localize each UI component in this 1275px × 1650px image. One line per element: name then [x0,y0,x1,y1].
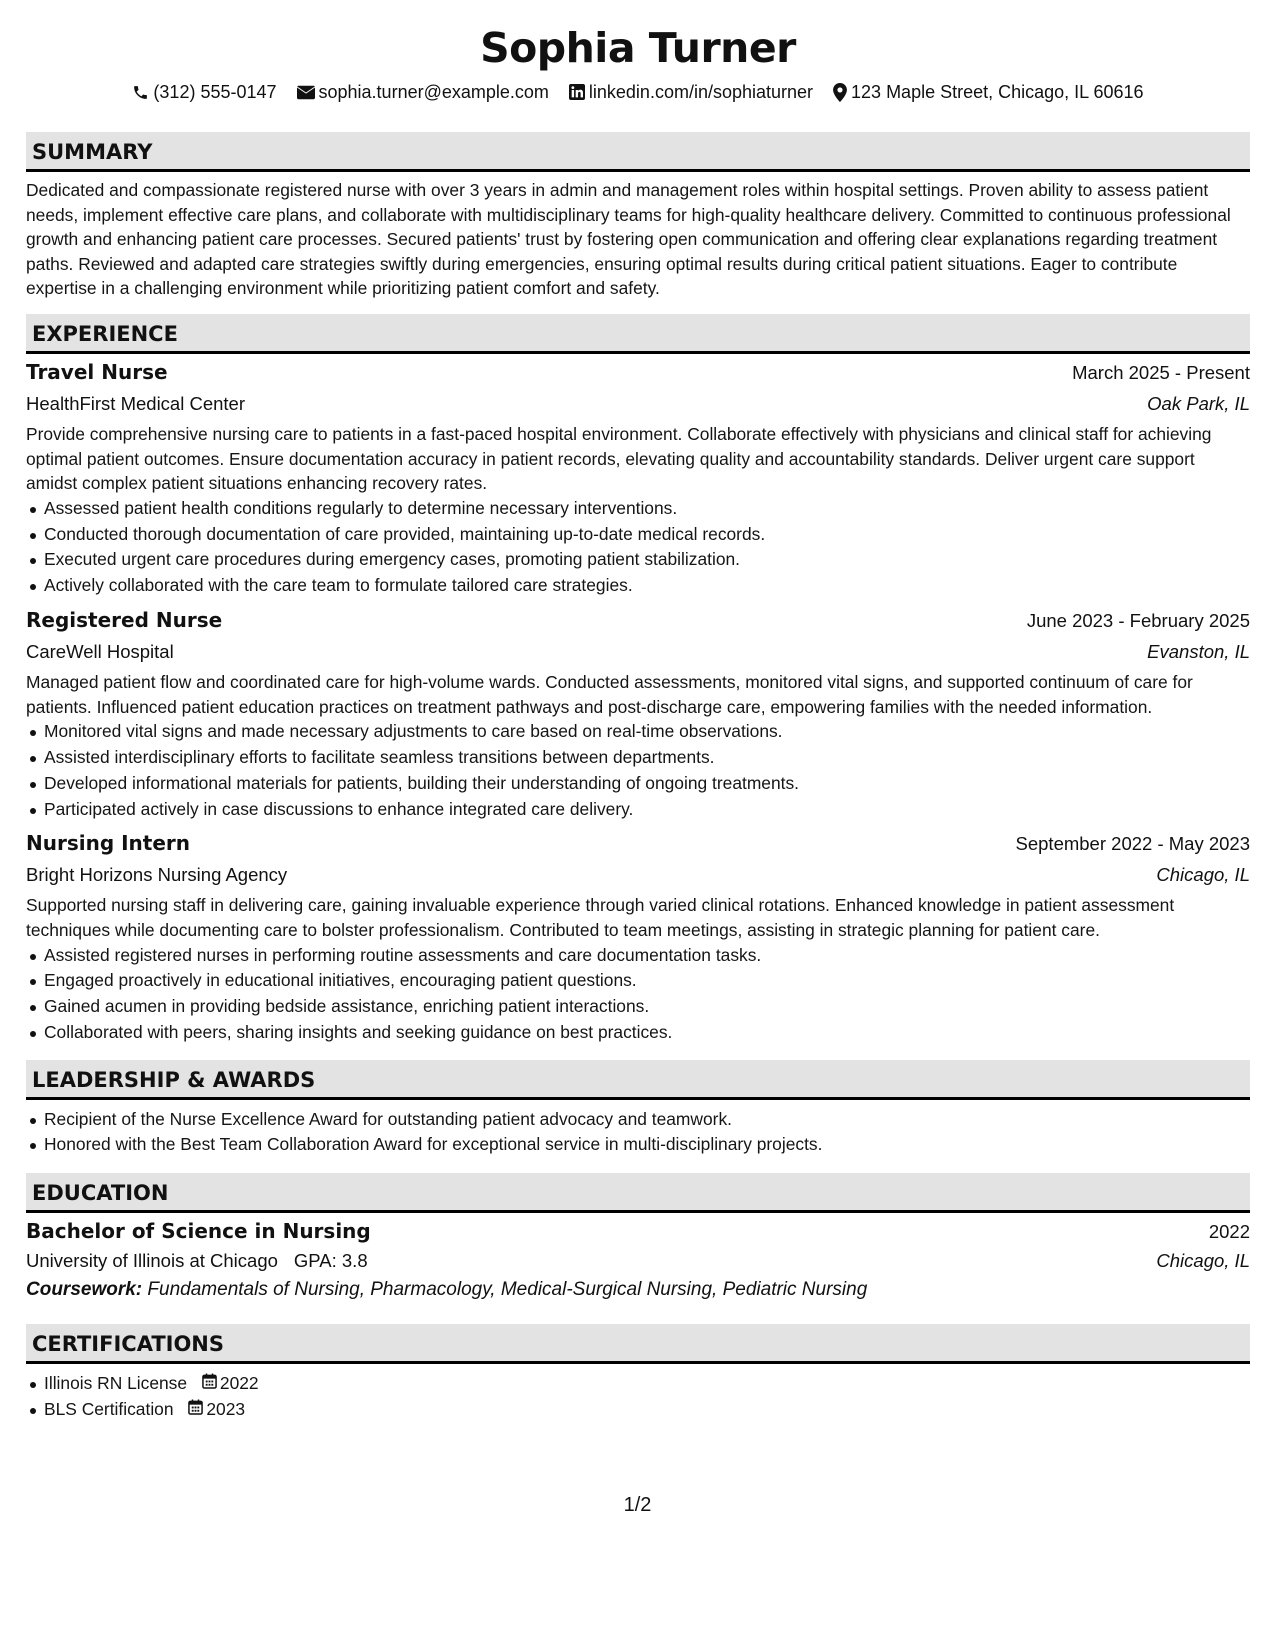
linkedin-icon [569,84,585,100]
job-location: Evanston, IL [1147,640,1250,662]
list-item: Monitored vital signs and made necessary adjustments to care based on real-time observations. [44,719,1250,745]
list-item: Assisted interdisciplinary efforts to facilitate seamless transitions between departments. [44,745,1250,771]
gpa: GPA: 3.8 [293,1250,368,1272]
coursework-label: Coursework: [26,1279,143,1301]
job-entry [26,357,1250,599]
certifications-heading: CERTIFICATIONS [26,1324,1250,1364]
summary-text: Dedicated and compassionate registered nurse with over 3 years in admin and management roles within hospital settings. Proven ability to assess patient needs, implement effective care plans, and collaborate with multidisciplinary teams for high-quality healthcare delivery. Committed to continuous professional growth and enhancing patient care processes. Secured patients' trust by fostering open communication and offering clear explanations regarding treatment paths. Reviewed and adapted care strategies swiftly during emergencies, ensuring optimal results during critical patient situations. Eager to contribute expertise in a challenging environment while prioritizing patient comfort and safety. [26,180,1231,299]
cert-name: Illinois RN License [44,1373,188,1394]
list-item: Actively collaborated with the care team to formulate tailored care strategies. [44,573,1250,599]
job-location: Chicago, IL [1156,864,1250,886]
education-header [26,1217,1250,1246]
school-location: Chicago, IL [1156,1250,1250,1272]
job-description: Managed patient flow and coordinated care for high-volume wards. Conducted assessments, monitored vital signs, and supported continuum of care for patients. Influenced patient education practices on treatment pathways and post-discharge care, empowering families with the needed information. [26,671,1193,717]
job-dates: March 2025 - Present [1072,361,1250,383]
job-bullets [26,943,1250,1046]
job-location: Oak Park, IL [1147,392,1250,414]
job-description: Supported nursing staff in delivering care, gaining invaluable experience through varied clinical rotations. Enhanced knowledge in patient assessment techniques while documenting care to bolster professionalism. Contributed to team meetings, assisting in strategic planning for patient care. [26,895,1175,940]
job-entry [26,605,1250,822]
linkedin-link[interactable]: linkedin.com/in/sophiaturner [588,82,814,102]
list-item: Honored with the Best Team Collaboration Award for exceptional service in multi-disciplinary projects. [44,1132,1250,1158]
list-item: Developed informational materials for patients, building their understanding of ongoing treatments. [44,771,1250,797]
job-bullets [26,719,1250,822]
graduation-year: 2022 [1208,1221,1250,1243]
job-title: Registered Nurse [26,607,223,632]
list-item: Participated actively in case discussions to enhance integrated care delivery. [44,797,1250,823]
phone-icon [132,84,149,101]
cert-year: 2022 [219,1373,259,1394]
education-heading: EDUCATION [26,1173,1250,1213]
school-info [26,1246,368,1275]
awards-heading: LEADERSHIP & AWARDS [26,1060,1250,1100]
job-dates: September 2022 - May 2023 [1015,833,1250,855]
contact-linkedin[interactable] [569,80,813,104]
job-title: Nursing Intern [26,831,191,856]
list-item: Assisted registered nurses in performing routine assessments and care documentation tasks. [44,943,1250,969]
job-subheader [26,859,1250,890]
job-company: HealthFirst Medical Center [26,392,245,414]
list-item: Engaged proactively in educational initiatives, encouraging patient questions. [44,968,1250,994]
cert-name: BLS Certification [44,1399,174,1420]
contact-email[interactable] [297,80,549,104]
experience-heading: EXPERIENCE [26,314,1250,354]
awards-list [26,1107,1250,1159]
list-item: Conducted thorough documentation of care provided, maintaining up-to-date medical records. [44,522,1250,548]
job-description: Provide comprehensive nursing care to patients in a fast-paced hospital environment. Collaborate effectively with physicians and clinical staff for achieving optimal patient outcomes. Ensure documentation accuracy in patient records, elevating quality and accountability standards. Deliver urgent care support amidst complex patient situations enhancing recovery rates. [26,423,1212,494]
job-bullets [26,496,1250,599]
job-header [26,357,1250,388]
page-number: 1/2 [623,1494,652,1516]
list-item [44,1397,1250,1423]
email-link[interactable]: sophia.turner@example.com [318,82,549,102]
school-name: University of Illinois at Chicago [26,1250,278,1272]
list-item: Collaborated with peers, sharing insights and seeking guidance on best practices. [44,1020,1250,1046]
contact-bar [26,80,1250,104]
cert-year: 2023 [206,1399,246,1420]
list-item: Executed urgent care procedures during emergency cases, promoting patient stabilization. [44,547,1250,573]
calendar-icon [188,1397,203,1423]
job-company: Bright Horizons Nursing Agency [26,864,288,886]
job-header [26,605,1250,636]
map-pin-icon [833,83,847,102]
contact-address [833,80,1144,104]
education-subheader [26,1246,1250,1275]
candidate-name: Sophia Turner [480,24,796,72]
address-text: 123 Maple Street, Chicago, IL 60616 [851,82,1144,102]
job-subheader [26,636,1250,667]
contact-phone [132,80,276,104]
degree-title: Bachelor of Science in Nursing [26,1219,371,1244]
job-subheader [26,388,1250,419]
list-item: Recipient of the Nurse Excellence Award for outstanding patient advocacy and teamwork. [44,1107,1250,1133]
resume-page [26,0,1250,1423]
coursework [26,1275,1250,1305]
certifications-list [26,1371,1250,1423]
job-entry [26,828,1250,1045]
job-title: Travel Nurse [26,359,168,384]
cert-date [202,1371,259,1397]
job-header [26,828,1250,859]
envelope-icon [297,85,315,100]
job-dates: June 2023 - February 2025 [1026,609,1250,631]
calendar-icon [202,1371,217,1397]
phone-text: (312) 555-0147 [153,82,277,102]
list-item: Gained acumen in providing bedside assistance, enriching patient interactions. [44,994,1250,1020]
list-item: Assessed patient health conditions regularly to determine necessary interventions. [44,496,1250,522]
coursework-list: Fundamentals of Nursing, Pharmacology, Medical-Surgical Nursing, Pediatric Nursing [147,1279,868,1301]
education-entry [26,1217,1250,1305]
list-item [44,1371,1250,1397]
cert-date [188,1397,245,1423]
job-company: CareWell Hospital [26,640,174,662]
summary-heading: SUMMARY [26,132,1250,172]
